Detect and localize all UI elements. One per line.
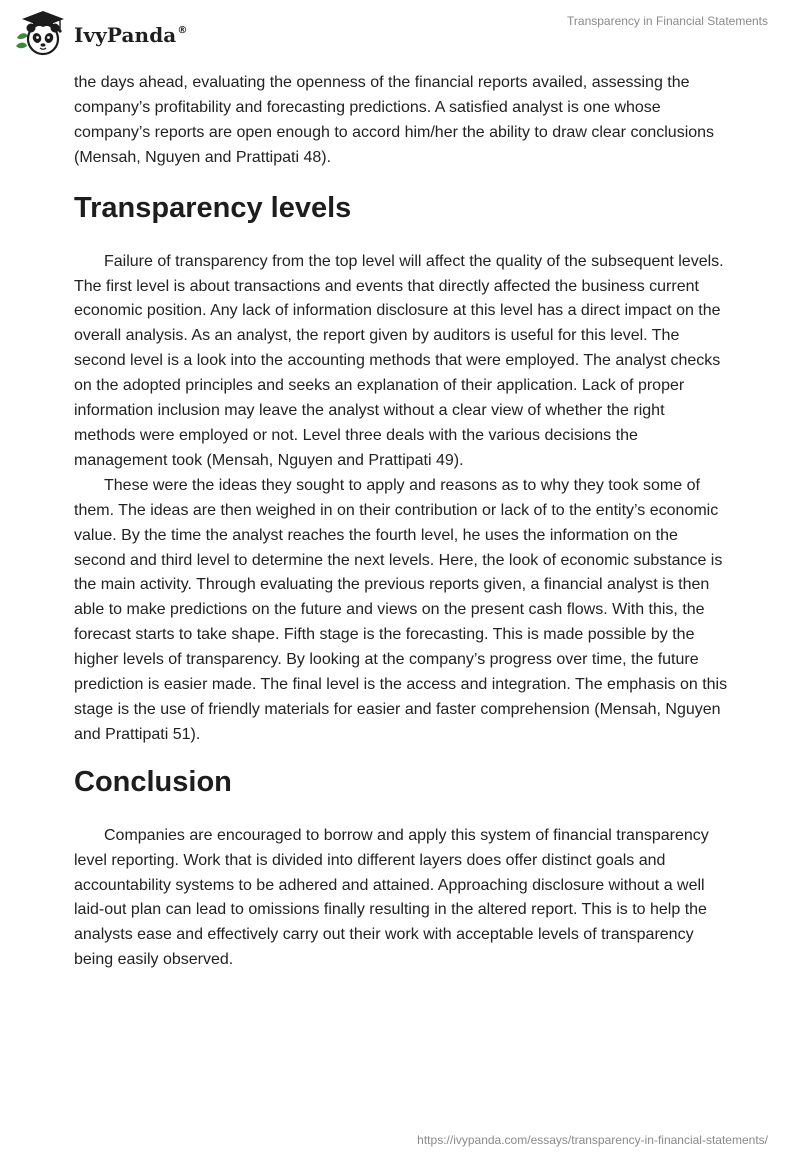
- registered-mark: ®: [177, 25, 188, 36]
- paragraph: These were the ideas they sought to apply and reasons as to why they took some of them. The ideas are then weighed in on their contribution or lack of to the entity’s economic value. By the time the analyst reaches the fourth level, he uses the information on the second and third level to determine the next levels. Here, the look of economic substance is the main activity. Through evaluating the previous reports given, a financial analyst is then able to make predictions on the future and views on the present cash flows. With this, the forecast starts to take shape. Fifth stage is the forecasting. This is made possible by the higher levels of transparency. By looking at the company’s progress over time, the future prediction is easier made. The final level is the access and integration. The emphasis on this stage is the use of friendly materials for easier and faster comprehension (Mensah, Nguyen and Prattipati 51).: [74, 476, 728, 743]
- footer-url-link[interactable]: https://ivypanda.com/essays/transparency-in-financial-statements/: [417, 1133, 768, 1147]
- paragraph: Failure of transparency from the top level will affect the quality of the subsequent levels. The first level is about transactions and events that directly affected the business current economic position. Any lack of information disclosure at this level has a direct impact on the overall analysis. As an analyst, the report given by auditors is useful for this level. The second level is a look into the accounting methods that were employed. The analyst checks on the adopted principles and seeks an explanation of their application. Lack of proper information inclusion may leave the analyst without a clear view of whether the right methods were employed or not. Level three deals with the various decisions the management took (Mensah, Nguyen and Prattipati 49).: [74, 252, 724, 469]
- ivypanda-logo[interactable]: [14, 8, 187, 58]
- panda-graduation-cap-icon: [14, 8, 66, 58]
- paragraph: Companies are encouraged to borrow and apply this system of financial transparency level reporting. Work that is divided into different layers does offer distinct goals and accountability systems to be adhered and attained. Approaching disclosure without a well laid-out plan can lead to omissions finally resulting in the altered report. This is to help the analysts ease and effectively carry out their work with acceptable levels of transparency being easily observed.: [74, 826, 709, 969]
- section-heading-conclusion: Conclusion: [74, 765, 232, 798]
- intro-paragraph: the days ahead, evaluating the openness of the financial reports availed, assessing the company’s profitability and forecasting predictions. A satisfied analyst is one whose company’s reports are open enough to accord him/her the ability to draw clear conclusions (Mensah, Nguyen and Prattipati 48).: [74, 74, 715, 166]
- page-header: [0, 0, 800, 60]
- brand-name: IvyPanda®: [74, 23, 188, 47]
- section-heading-transparency-levels: Transparency levels: [74, 191, 352, 224]
- document-title: Transparency in Financial Statements: [567, 14, 768, 28]
- essay-body: [74, 71, 730, 973]
